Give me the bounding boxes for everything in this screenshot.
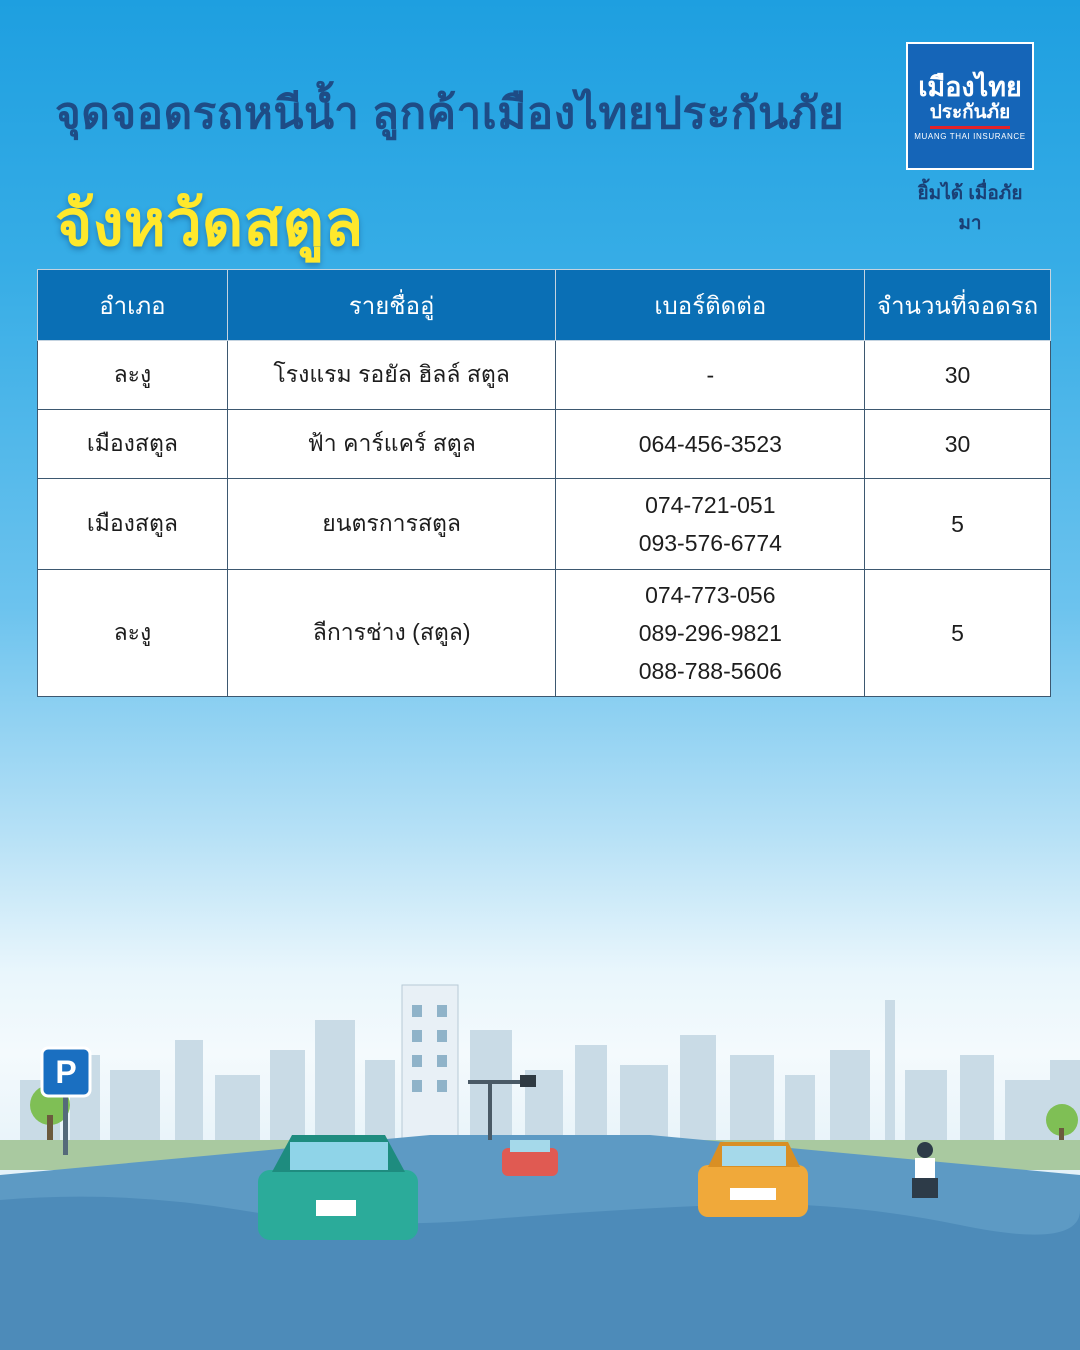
spaces-cell: 5	[865, 479, 1051, 570]
phone-number: 064-456-3523	[638, 431, 782, 457]
phone-number: 093-576-6774	[638, 530, 782, 556]
phone-number: 089-296-9821	[638, 620, 782, 646]
parking-sign-letter: P	[55, 1054, 77, 1090]
table-row	[38, 570, 1051, 697]
spaces-cell: 30	[865, 341, 1051, 410]
logo-brand-line: เมืองไทย	[918, 71, 1022, 102]
logo-insurance-line: ประกันภัย	[930, 102, 1011, 129]
page-title: จุดจอดรถหนีน้ำ ลูกค้าเมืองไทยประกันภัย	[55, 89, 845, 138]
garage-cell: ลีการช่าง (สตูล)	[227, 570, 556, 697]
table-row	[38, 341, 1051, 410]
flooded-city-illustration	[0, 960, 1080, 1350]
district-cell: ละงู	[38, 570, 228, 697]
table-row	[38, 479, 1051, 570]
district-cell: ละงู	[38, 341, 228, 410]
district-cell: เมืองสตูล	[38, 410, 228, 479]
logo-english-line: MUANG THAI INSURANCE	[914, 131, 1026, 141]
red-car	[502, 1140, 558, 1176]
phone-cell	[556, 410, 865, 479]
phone-cell	[556, 570, 865, 697]
phone-number: 074-773-056	[645, 582, 776, 608]
phone-cell	[556, 341, 865, 410]
garage-cell: ยนตรการสตูล	[227, 479, 556, 570]
logo-slogan: ยิ้มได้ เมื่อภัยมา	[917, 183, 1023, 234]
column-header-spaces: จำนวนที่จอดรถ	[865, 270, 1051, 341]
phone-number: 074-721-051	[645, 492, 776, 518]
table-header-row	[38, 270, 1051, 341]
column-header-garage: รายชื่ออู่	[227, 270, 556, 341]
tall-building	[402, 985, 458, 1150]
garage-cell: ฟ้า คาร์แคร์ สตูล	[227, 410, 556, 479]
column-header-phone: เบอร์ติดต่อ	[556, 270, 865, 341]
garage-cell: โรงแรม รอยัล ฮิลล์ สตูล	[227, 341, 556, 410]
flood-water-ripples	[0, 1197, 1080, 1350]
table-row	[38, 410, 1051, 479]
phone-number: 088-788-5606	[638, 658, 782, 684]
province-title: จังหวัดสตูล	[55, 187, 364, 259]
muang-thai-logo	[906, 42, 1034, 170]
column-header-district: อำเภอ	[38, 270, 228, 341]
parking-table	[37, 269, 1051, 697]
phone-cell	[556, 479, 865, 570]
phone-number: -	[706, 362, 715, 388]
spaces-cell: 5	[865, 570, 1051, 697]
district-cell: เมืองสตูล	[38, 479, 228, 570]
spaces-cell: 30	[865, 410, 1051, 479]
